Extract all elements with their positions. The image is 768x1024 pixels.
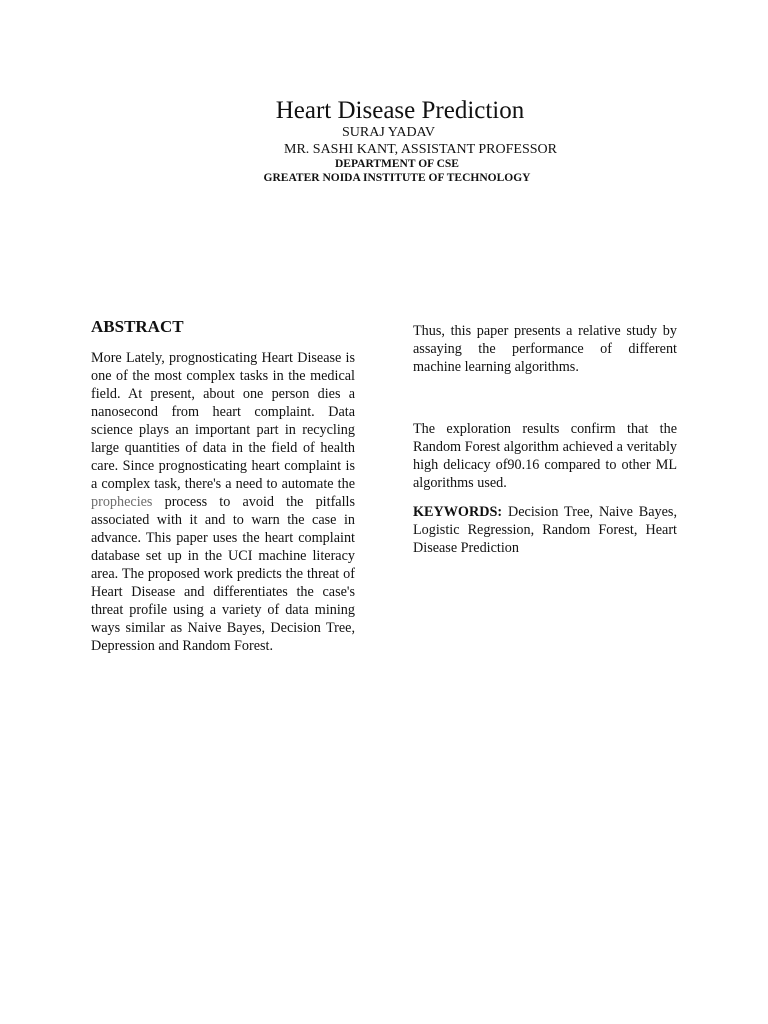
- keywords-label: KEYWORDS:: [413, 504, 503, 520]
- prophecies-link[interactable]: prophecies: [91, 494, 153, 510]
- abstract-body: [91, 349, 355, 655]
- keywords-line: [413, 503, 677, 557]
- keywords-paragraph: [413, 503, 677, 557]
- results-paragraph: [413, 420, 677, 492]
- paper-title: Heart Disease Prediction: [275, 97, 525, 124]
- abstract-heading: ABSTRACT: [91, 317, 184, 336]
- relative-study-text: Thus, this paper presents a relative study by assaying the performance of different machine learning algorithms.: [413, 323, 677, 375]
- department: DEPARTMENT OF CSE: [335, 158, 459, 170]
- abstract-text-start: More Lately, prognosticating Heart Disease is one of the most complex tasks in the medical field. At present, about one person dies a nanosecond from heart complaint. Data science plays an important part in recycling large quantities of data in the field of health care. Since prognosticating heart complaint is a complex task, there's a need to automate the: [91, 350, 355, 492]
- abstract-paragraph: [91, 349, 355, 655]
- institute: GREATER NOIDA INSTITUTE OF TECHNOLOGY: [263, 172, 531, 184]
- abstract-text-end: process to avoid the pitfalls associated with it and to warn the case in advance. This paper uses the heart complaint database set up in the UCI machine literacy area. The proposed work predicts the threat of Heart Disease and differentiates the case's threat profile using a variety of data mining ways similar as Naive Bayes, Decision Tree, Depression and Random Forest.: [91, 494, 355, 654]
- results-text: The exploration results confirm that the Random Forest algorithm achieved a veritably high delicacy of90.16 compared to other ML algorithms used.: [413, 421, 677, 491]
- author-name: SURAJ YADAV: [342, 125, 435, 140]
- relative-study-paragraph: [413, 322, 677, 376]
- keywords-text: Decision Tree, Naive Bayes, Logistic Regression, Random Forest, Heart Disease Prediction: [413, 504, 677, 556]
- advisor-name: MR. SASHI KANT, ASSISTANT PROFESSOR: [284, 142, 557, 157]
